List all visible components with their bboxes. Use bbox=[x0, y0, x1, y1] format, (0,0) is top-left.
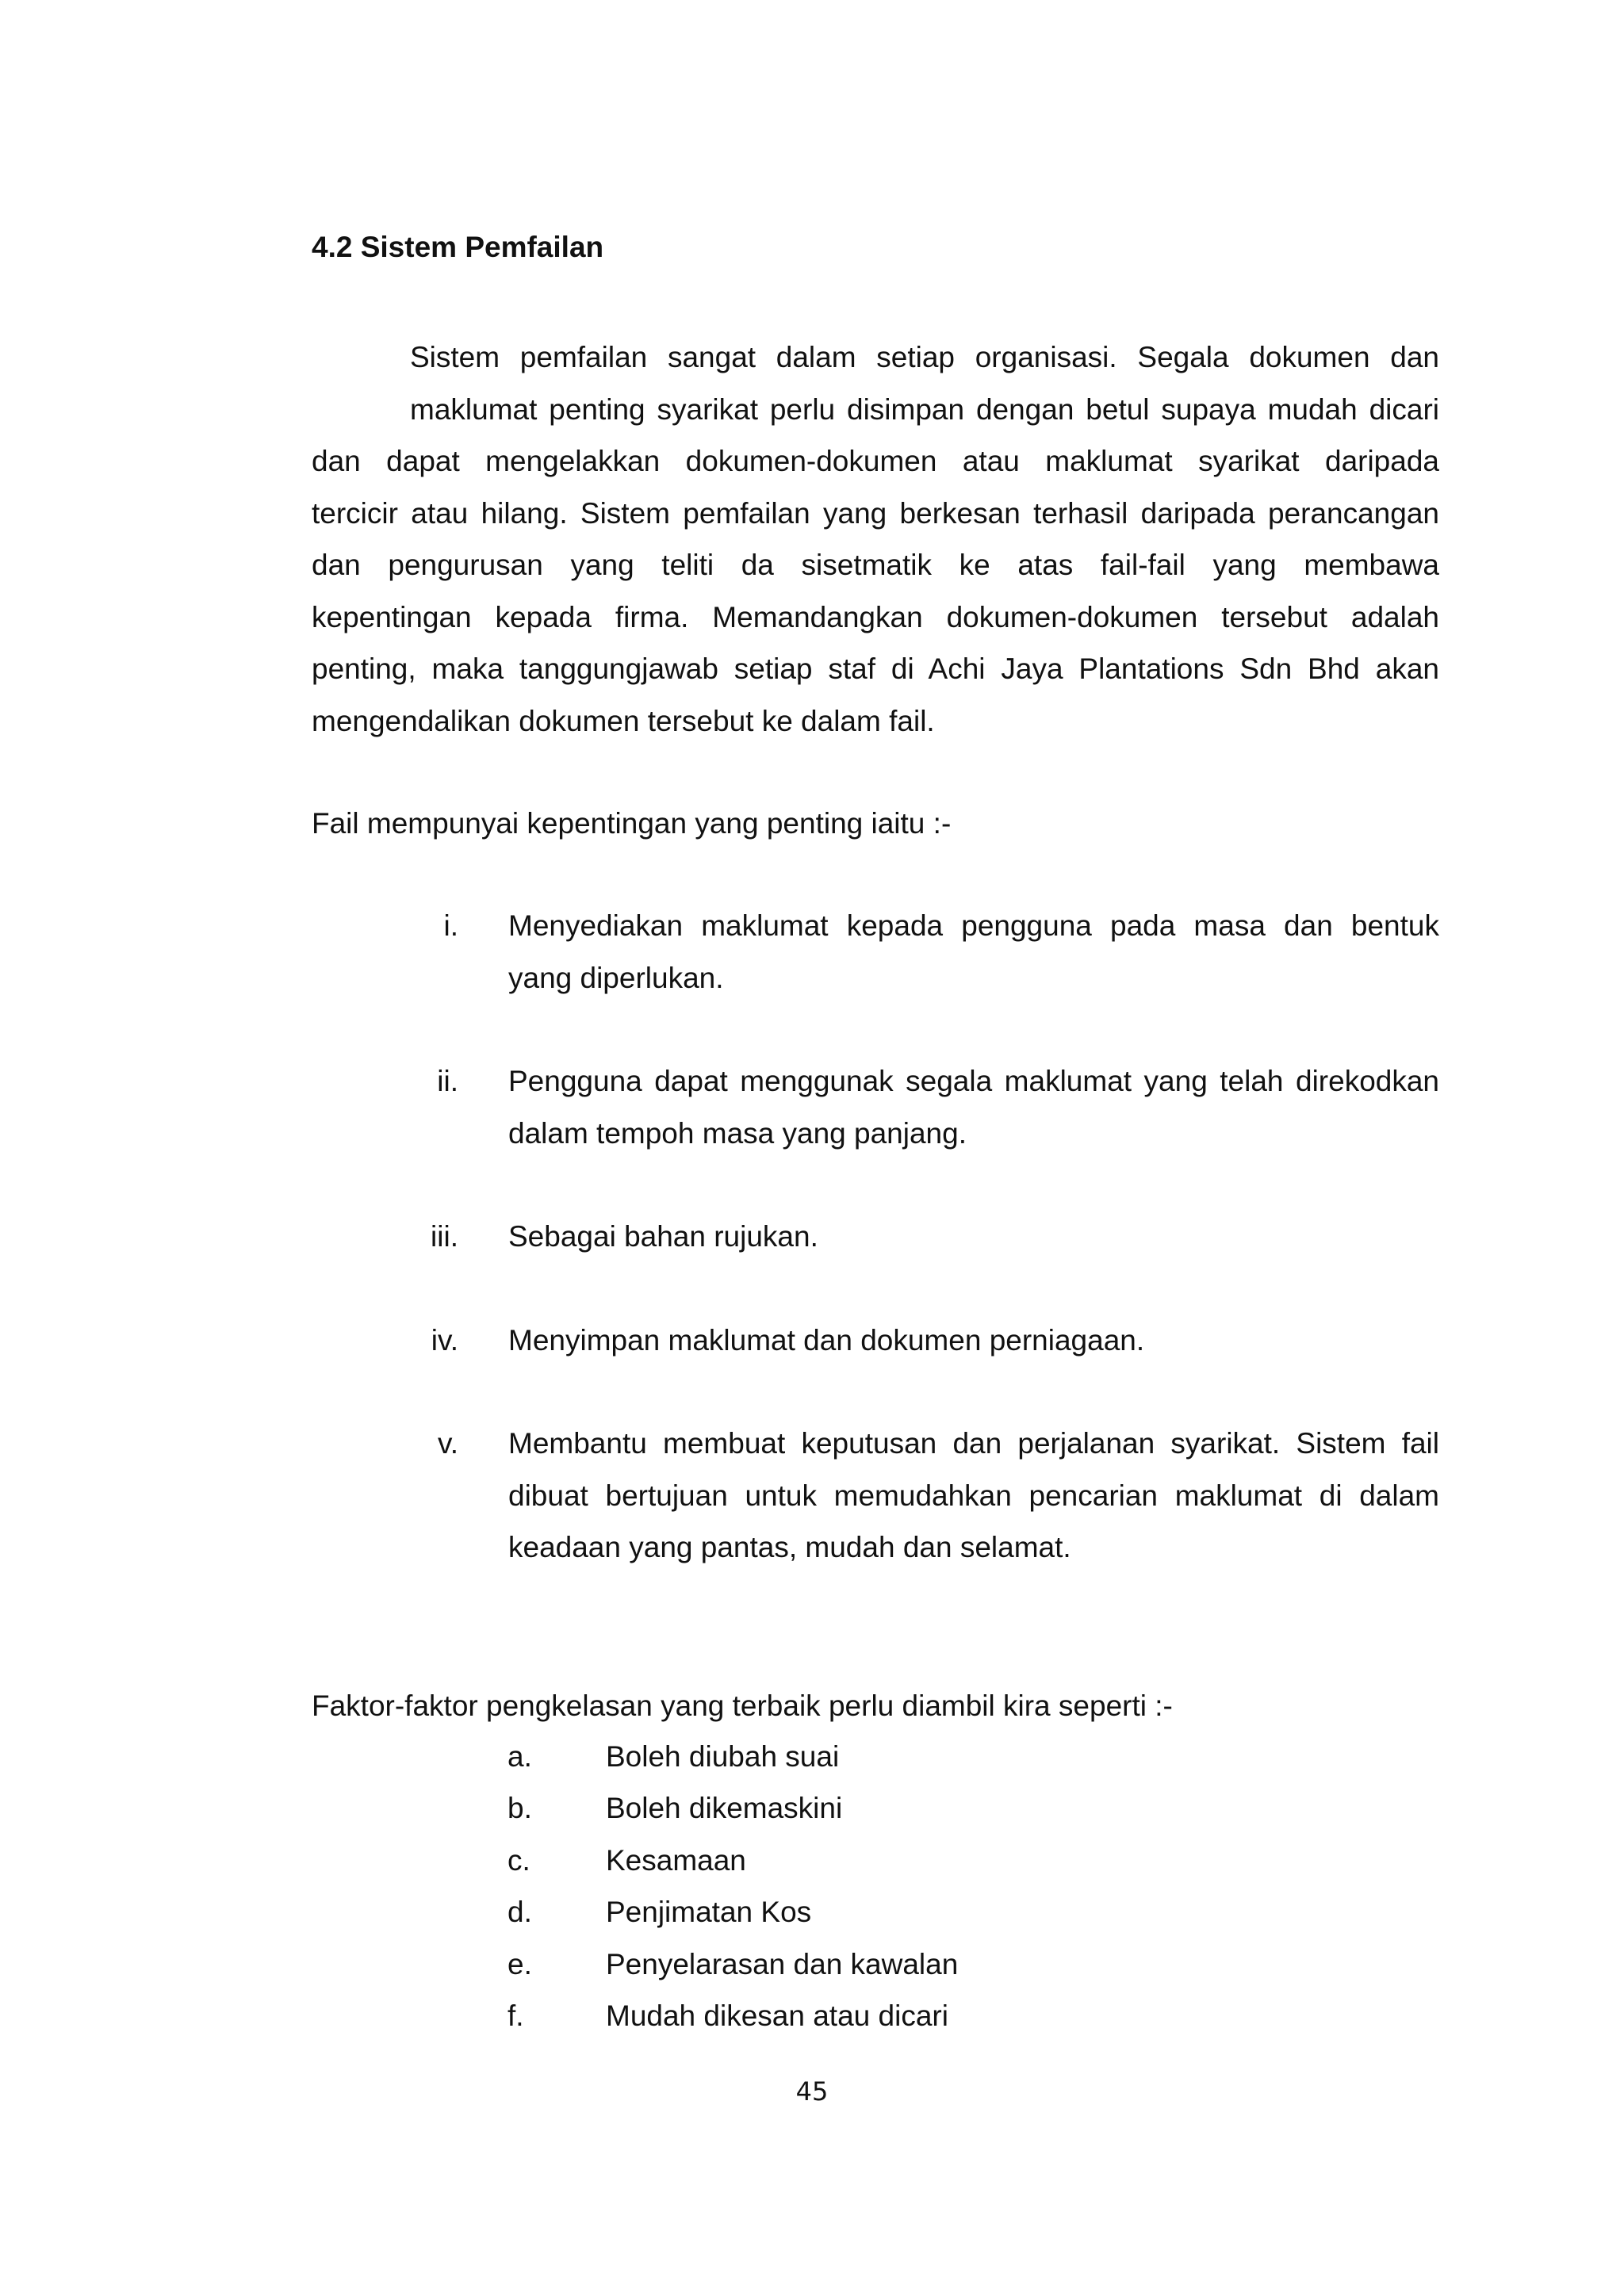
list-item-number: iv. bbox=[431, 1324, 458, 1357]
list-item-letter: b. bbox=[508, 1792, 532, 1824]
list-item-text: Penjimatan Kos bbox=[606, 1896, 812, 1928]
list-item-line: dibuat bertujuan untuk memudahkan pencarian maklumat di dalam bbox=[508, 1479, 1439, 1512]
paragraph-line: Sistem pemfailan sangat dalam setiap organisasi. Segala dokumen dan bbox=[410, 341, 1439, 373]
list-item bbox=[508, 1791, 842, 1826]
list-item bbox=[508, 1843, 746, 1878]
list-item-text bbox=[508, 1211, 1439, 1263]
paragraph-line: dan dapat mengelakkan dokumen-dokumen atau maklumat syarikat daripada bbox=[312, 445, 1439, 477]
paragraph-sistem-pemfailan bbox=[312, 331, 1439, 747]
list-item-number: iii. bbox=[431, 1220, 458, 1253]
list-item-text bbox=[508, 900, 1439, 1004]
factors-intro: Faktor-faktor pengkelasan yang terbaik perlu diambil kira seperti :- bbox=[312, 1689, 1173, 1722]
list-item-letter: c. bbox=[508, 1844, 530, 1877]
list-item-letter: e. bbox=[508, 1948, 532, 1980]
list-item-line: yang diperlukan. bbox=[508, 961, 724, 994]
list-item-line: Pengguna dapat menggunak segala maklumat yang telah direkodkan bbox=[508, 1065, 1439, 1097]
page-number: 45 bbox=[795, 2076, 829, 2107]
list-item-line: Sebagai bahan rujukan. bbox=[508, 1220, 818, 1253]
list-item-text: Mudah dikesan atau dicari bbox=[606, 1999, 948, 2032]
section-heading: 4.2 Sistem Pemfailan bbox=[312, 231, 604, 263]
paragraph-line: dan pengurusan yang teliti da sisetmatik ke atas fail-fail yang membawa bbox=[312, 549, 1439, 581]
list-item-text: Kesamaan bbox=[606, 1844, 746, 1877]
list-item bbox=[508, 1999, 948, 2034]
list-item bbox=[508, 1947, 958, 1982]
paragraph-line: tercicir atau hilang. Sistem pemfailan yang berkesan terhasil daripada perancangan bbox=[312, 496, 1439, 530]
list-item-line: Menyediakan maklumat kepada pengguna pada masa dan bentuk bbox=[508, 909, 1439, 942]
list-item-text: Boleh dikemaskini bbox=[606, 1792, 843, 1824]
list-item bbox=[508, 1895, 811, 1930]
list-item-number: ii. bbox=[437, 1065, 458, 1097]
list-item-number: v. bbox=[437, 1427, 458, 1460]
list-item-text bbox=[508, 1055, 1439, 1159]
list-item-text: Boleh diubah suai bbox=[606, 1740, 840, 1773]
list-item-letter: d. bbox=[508, 1896, 532, 1928]
list-item-line: Menyimpan maklumat dan dokumen perniagaan. bbox=[508, 1324, 1145, 1357]
list-item-number: i. bbox=[443, 909, 458, 942]
list-item-text: Penyelarasan dan kawalan bbox=[606, 1948, 959, 1980]
paragraph-line: mengendalikan dokumen tersebut ke dalam fail. bbox=[312, 704, 935, 737]
list-item bbox=[508, 1739, 839, 1774]
list-item-line: Membantu membuat keputusan dan perjalanan syarikat. Sistem fail bbox=[508, 1427, 1439, 1460]
list-item-text bbox=[508, 1418, 1439, 1574]
list-item-letter: f. bbox=[508, 1999, 524, 2032]
list-item-letter: a. bbox=[508, 1740, 532, 1773]
paragraph-line: maklumat penting syarikat perlu disimpan dengan betul supaya mudah dicari bbox=[410, 392, 1439, 426]
paragraph-line: kepentingan kepada firma. Memandangkan dokumen-dokumen tersebut adalah bbox=[312, 600, 1439, 633]
list-item-line: keadaan yang pantas, mudah dan selamat. bbox=[508, 1531, 1071, 1563]
importance-intro: Fail mempunyai kepentingan yang penting iaitu :- bbox=[312, 807, 952, 840]
list-item-text bbox=[508, 1314, 1439, 1367]
paragraph-line: penting, maka tanggungjawab setiap staf di Achi Jaya Plantations Sdn Bhd akan bbox=[312, 652, 1439, 685]
list-item-line: dalam tempoh masa yang panjang. bbox=[508, 1116, 967, 1150]
